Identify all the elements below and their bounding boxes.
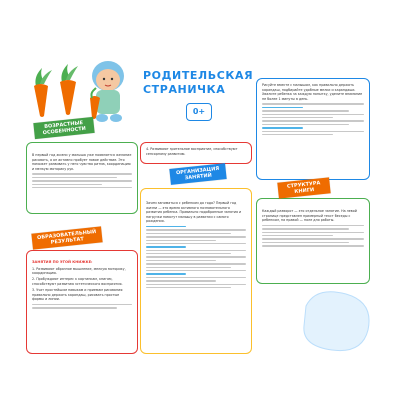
edu-item-1: 1. Развивают образное мышление, мелкую моторику, координацию. bbox=[32, 266, 126, 276]
carrot-illustration bbox=[28, 58, 88, 118]
right-top-card bbox=[256, 78, 370, 180]
decorative-blob bbox=[296, 286, 376, 356]
carrots-icon bbox=[28, 58, 88, 118]
age-features-card bbox=[26, 142, 138, 214]
edu-heading: ЗАНЯТИЯ ПО ЭТОЙ КНИЖКЕ: bbox=[32, 260, 93, 264]
structure-lines bbox=[262, 225, 364, 247]
organization-lines bbox=[146, 226, 246, 288]
tag-edu-result: ОБРАЗОВАТЕЛЬНЫЙ РЕЗУЛЬТАТ bbox=[31, 226, 102, 249]
organization-text: Зачем заниматься с ребенком до года? Первый год жизни — это время активного познавательного развития ребенка. Правильно подобранные занятия и нагрузки помогут малышу в развитии с самого рождения. bbox=[146, 201, 242, 224]
edu-result-card bbox=[26, 250, 138, 354]
tag-organization: ОРГАНИЗАЦИЯ ЗАНЯТИЙ bbox=[169, 163, 226, 185]
blob-shape-icon bbox=[296, 286, 376, 356]
organization-card bbox=[140, 188, 252, 354]
right-top-lines bbox=[262, 103, 364, 135]
page-title bbox=[143, 69, 253, 97]
right-top-text: Рисуйте вместе с малышом, как правильно держать карандаш, подбирайте удобные мелки и карандаши. Хвалите ребенка за каждую попытку, уделите внимание не более 1 минуты в день. bbox=[262, 83, 363, 101]
structure-text: Каждый разворот — это отдельное занятие. На левой странице представлен примерный текст беседы с ребенком, на правой — поле для работы. bbox=[262, 209, 357, 223]
edu-item-3: 3. Учат простейшим навыкам и приемам рисования: правильно держать карандаш, рисовать простые формы и линии. bbox=[32, 287, 124, 302]
tag-structure: СТРУКТУРА КНИГИ bbox=[277, 177, 330, 198]
center-top-card bbox=[140, 142, 252, 164]
tag-age-features: ВОЗРАСТНЫЕ ОСОБЕННОСТИ bbox=[33, 117, 94, 139]
structure-card bbox=[256, 198, 370, 284]
child-icon bbox=[86, 58, 130, 124]
edu-item-2: 2. Пробуждают интерес к картинкам, книгам, способствуют развитию эстетического восприятия. bbox=[32, 277, 123, 286]
title-line-2: СТРАНИЧКА bbox=[143, 83, 226, 96]
center-top-text: 4. Развивают зрительное восприятие, способствуют сенсорному развитию. bbox=[146, 147, 238, 156]
age-badge: 0+ bbox=[186, 103, 212, 121]
age-features-lines bbox=[32, 173, 132, 188]
title-line-1: РОДИТЕЛЬСКАЯ bbox=[143, 69, 254, 82]
age-features-text: В первый год жизни у малыша уже появляется желание рисовать, а он активно пробует новое действие. Это поможет развивать у него чувство ритма, координацию и мелкую моторику рук. bbox=[32, 153, 132, 171]
child-illustration bbox=[86, 58, 130, 124]
edu-lines bbox=[32, 304, 132, 309]
